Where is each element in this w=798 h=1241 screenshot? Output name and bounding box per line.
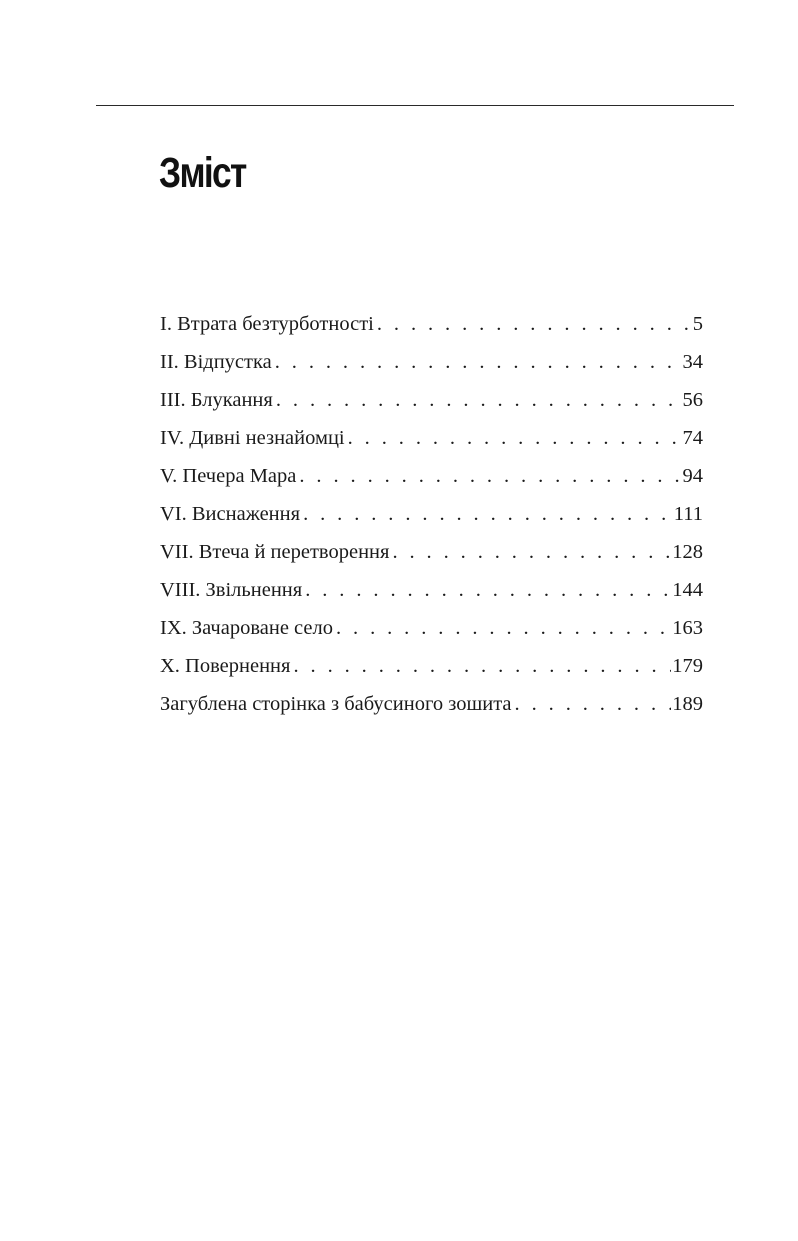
dot-leader	[293, 647, 671, 685]
toc-entry-title: X. Повернення	[160, 655, 291, 677]
toc-entry-page-number: 74	[682, 427, 703, 449]
table-of-contents	[160, 305, 703, 723]
toc-entry-title: VIII. Звільнення	[160, 579, 303, 601]
toc-entry-page-number: 111	[673, 503, 703, 525]
toc-entry[interactable]	[160, 305, 703, 343]
toc-entry-title: VII. Втеча й перетворення	[160, 541, 390, 563]
dot-leader	[392, 533, 671, 571]
toc-entry-title: I. Втрата безтурботності	[160, 313, 374, 335]
dot-leader	[275, 343, 682, 381]
toc-entry-title: IV. Дивні незнайомці	[160, 427, 345, 449]
toc-entry-title: Загублена сторінка з бабусиного зошита	[160, 693, 512, 715]
toc-entry[interactable]	[160, 343, 703, 381]
toc-entry-page-number: 34	[682, 351, 703, 373]
dot-leader	[336, 609, 671, 647]
dot-leader	[299, 457, 681, 495]
toc-entry-title: VI. Виснаження	[160, 503, 301, 525]
toc-entry[interactable]	[160, 457, 703, 495]
toc-entry[interactable]	[160, 381, 703, 419]
dot-leader	[377, 305, 692, 343]
toc-entry[interactable]	[160, 609, 703, 647]
toc-entry-page-number: 179	[672, 655, 703, 677]
toc-entry-page-number: 189	[672, 693, 703, 715]
toc-entry-page-number: 56	[682, 389, 703, 411]
header-rule	[96, 105, 734, 106]
dot-leader	[305, 571, 671, 609]
dot-leader	[276, 381, 682, 419]
toc-entry[interactable]	[160, 533, 703, 571]
dot-leader	[348, 419, 682, 457]
toc-entry-page-number: 5	[692, 313, 703, 335]
toc-entry[interactable]	[160, 419, 703, 457]
toc-entry-page-number: 144	[672, 579, 703, 601]
toc-entry[interactable]	[160, 571, 703, 609]
toc-entry-title: II. Відпустка	[160, 351, 272, 373]
toc-entry[interactable]	[160, 647, 703, 685]
toc-entry[interactable]	[160, 685, 703, 723]
page-title: Зміст	[159, 149, 246, 197]
dot-leader	[515, 685, 672, 723]
toc-entry-title: IX. Зачароване село	[160, 617, 333, 639]
toc-entry-page-number: 163	[672, 617, 703, 639]
toc-entry-title: V. Печера Мара	[160, 465, 297, 487]
toc-entry-page-number: 128	[672, 541, 703, 563]
toc-entry-page-number: 94	[682, 465, 703, 487]
toc-entry-title: III. Блукання	[160, 389, 273, 411]
toc-entry[interactable]	[160, 495, 703, 533]
dot-leader	[303, 495, 673, 533]
